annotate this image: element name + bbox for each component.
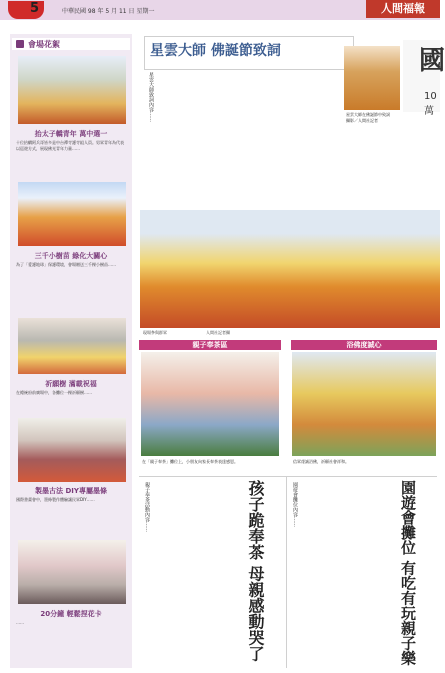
tea-article-text: 親子奉茶活動內容…… [144,482,150,532]
sidebar-body-1: 十位抬轎阿兵哥皆多是中台禪寺護寺組人員。男眾青年為代表以巡遊方式，展現佛光青年力量…… [16,140,124,151]
dateline: 中華民國 98 年 5 月 11 日 星期一 [62,8,155,15]
fair-article-body [292,482,396,666]
sidebar-body-3: 在總統府前廣場中，各攤位一棵祈願樹…… [16,390,92,395]
section-icon [16,40,24,48]
divider-vertical [286,476,287,668]
sidebar-title: 會場花絮 [28,40,60,49]
tea-article-body [144,482,240,666]
main-article-text: 星雲大師致詞內容…… [148,72,154,122]
section-label-tea: 親子奉茶區 [192,341,228,349]
section-label-bathing: 浴佛度誠心 [346,341,382,349]
venerable-caption: 星雲大師在佛誕節中致詞 [346,112,390,117]
photo-parade [18,56,126,124]
fair-article-text: 園遊會攤位內容…… [292,482,298,527]
photo-venerable [344,46,400,110]
next-page-subheadline: 10萬 [424,91,437,117]
photo-flower-card [18,540,126,604]
photo-wish-tree [18,318,126,374]
photo-tree-planting [18,182,126,246]
sidebar-headline-1: 抬太子轎青年 萬中選一 [34,130,108,138]
sidebar-body-2: 為了「愛護地球」保護環境，會場贈送三千棵小樹苗…… [16,262,116,267]
divider-bottom [139,476,437,477]
crowd-caption-right: 人間社記者攝 [206,330,230,335]
main-article-body [148,72,346,200]
photo-tea-ceremony [141,352,279,456]
next-page-headline: 國 [419,46,445,76]
sidebar-body-5: …… [16,620,24,625]
photo-buddha-bathing [292,352,436,456]
tea-headline: 孩子跪奉茶 母親感動哭了 [246,480,265,662]
fair-headline: 園遊會攤位 有吃有玩親子樂 [399,480,417,666]
newspaper-brand: 人間福報 [366,0,440,18]
photo-crowd [140,210,440,328]
photo-ink-making [18,418,126,482]
sidebar-headline-4: 製墨古法 DIY專屬墨條 [35,487,107,495]
page-number: 5 [30,1,40,16]
venerable-credit: 攝影／人間社記者 [346,118,378,123]
sidebar-headline-2: 三千小樹苗 綠化大關心 [34,252,108,260]
sidebar-body-4: 國際書畫會中，墨條製作體驗讓民眾DIY…… [16,497,95,502]
main-article-title: 星雲大師 佛誕節致詞 [150,43,281,59]
tea-caption: 在「親子奉茶」攤位上，小朋友向家長奉茶表達感恩。 [142,459,238,464]
sidebar-headline-5: 20分鐘 輕鬆捏花卡 [40,610,102,618]
crowd-caption-left: 現場參與群眾 [143,330,167,335]
bathing-caption: 信眾虔誠浴佛，祈願社會祥和。 [293,459,349,464]
sidebar-headline-3: 祈願樹 滿載祝福 [45,380,97,388]
